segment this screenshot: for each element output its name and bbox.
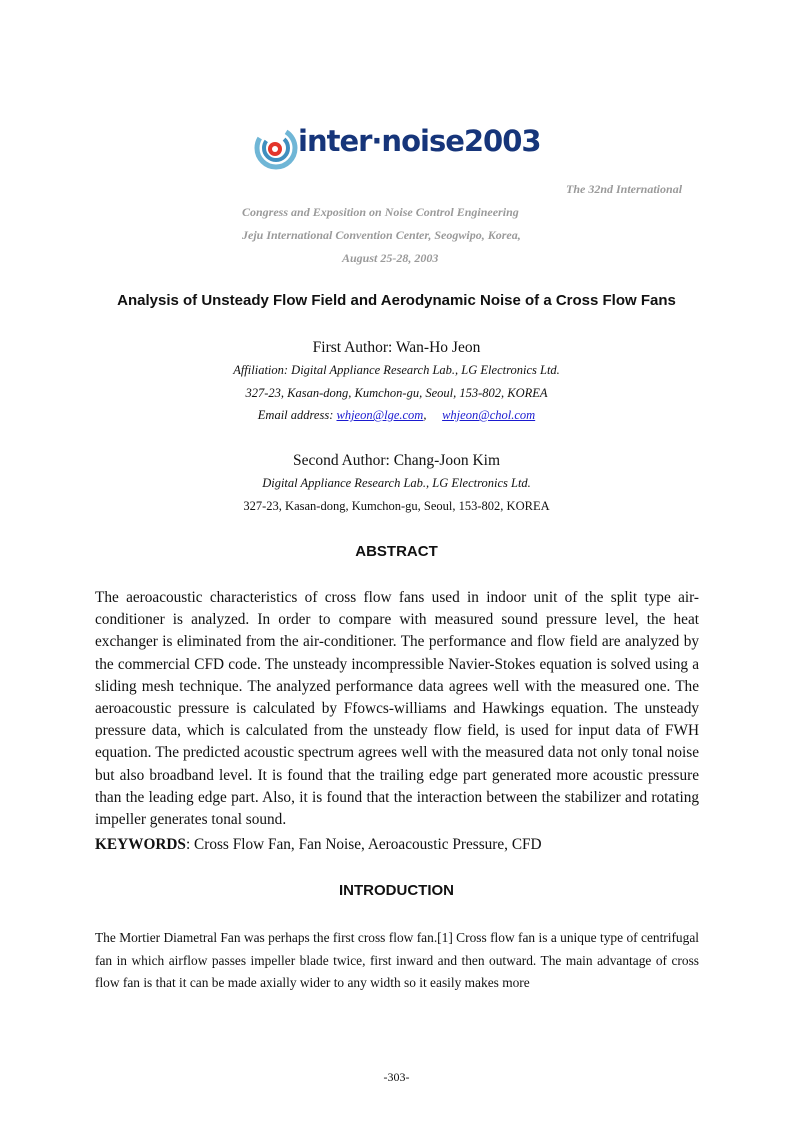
first-author-address: 327-23, Kasan-dong, Kumchon-gu, Seoul, 153-802, KOREA (245, 386, 548, 400)
keywords-text: : Cross Flow Fan, Fan Noise, Aeroacoustic Pressure, CFD (185, 836, 542, 853)
introduction-heading: INTRODUCTION (339, 882, 454, 899)
logo-swirl-icon (254, 120, 298, 176)
abstract-heading: ABSTRACT (355, 543, 438, 560)
first-author: First Author: Wan-Ho Jeon (312, 339, 481, 356)
logo-wordmark: inter·noise2003 (298, 124, 541, 158)
first-author-email-line (0, 408, 793, 423)
conference-logo (254, 120, 544, 176)
first-author-affiliation: Affiliation: Digital Appliance Research Lab., LG Electronics Ltd. (233, 363, 560, 377)
abstract-body: The aeroacoustic characteristics of cross flow fans used in indoor unit of the split type air-conditioner is analyzed. In order to compare with measured sound pressure level, the heat exchanger is eliminated from the air-conditioner. The performance and flow field are analyzed by the commercial CFD code. The unsteady incompressible Navier-Stokes equation is solved using a sliding mesh technique. The analyzed performance data agrees well with the measured one. The aeroacoustic pressure is calculated by Ffowcs-williams and Hawkings equation. The unsteady pressure data, which is calculated from the unsteady flow field, is used for input data of FWH equation. The predicted acoustic spectrum agrees well with the measured data not only tonal noise but also broadband level. It is found that the trailing edge part generated more acoustic pressure than the leading edge part. Also, it is found that the interaction between the stabilizer and rotating impeller generates tonal sound. (95, 589, 699, 829)
second-author-affiliation: Digital Appliance Research Lab., LG Electronics Ltd. (262, 476, 531, 490)
conference-line-1: The 32nd International (566, 182, 683, 196)
paper-title: Analysis of Unsteady Flow Field and Aerodynamic Noise of a Cross Flow Fans (117, 292, 676, 309)
keywords-label: KEYWORDS (95, 836, 186, 853)
conference-line-3: Jeju International Convention Center, Seogwipo, Korea, (242, 228, 521, 242)
second-author-address: 327-23, Kasan-dong, Kumchon-gu, Seoul, 153-802, KOREA (243, 499, 550, 513)
conference-line-2: Congress and Exposition on Noise Control Engineering (242, 205, 519, 219)
introduction-body: The Mortier Diametral Fan was perhaps the first cross flow fan.[1] Cross flow fan is a unique type of centrifugal fan in which airflow passes impeller blade twice, first inward and then outward. The main advantage of cross flow fan is that it can be made axially wider to any width so it easily makes more (95, 930, 699, 990)
email-link-1[interactable]: whjeon@lge.com (336, 408, 424, 422)
email-separator: , (423, 408, 427, 422)
page-number: -303- (383, 1070, 410, 1084)
second-author: Second Author: Chang-Joon Kim (292, 452, 501, 469)
keywords-line (95, 836, 542, 854)
email-label: Email address: (257, 408, 337, 422)
conference-line-4: August 25-28, 2003 (342, 251, 439, 265)
email-link-2[interactable]: whjeon@chol.com (442, 408, 536, 422)
